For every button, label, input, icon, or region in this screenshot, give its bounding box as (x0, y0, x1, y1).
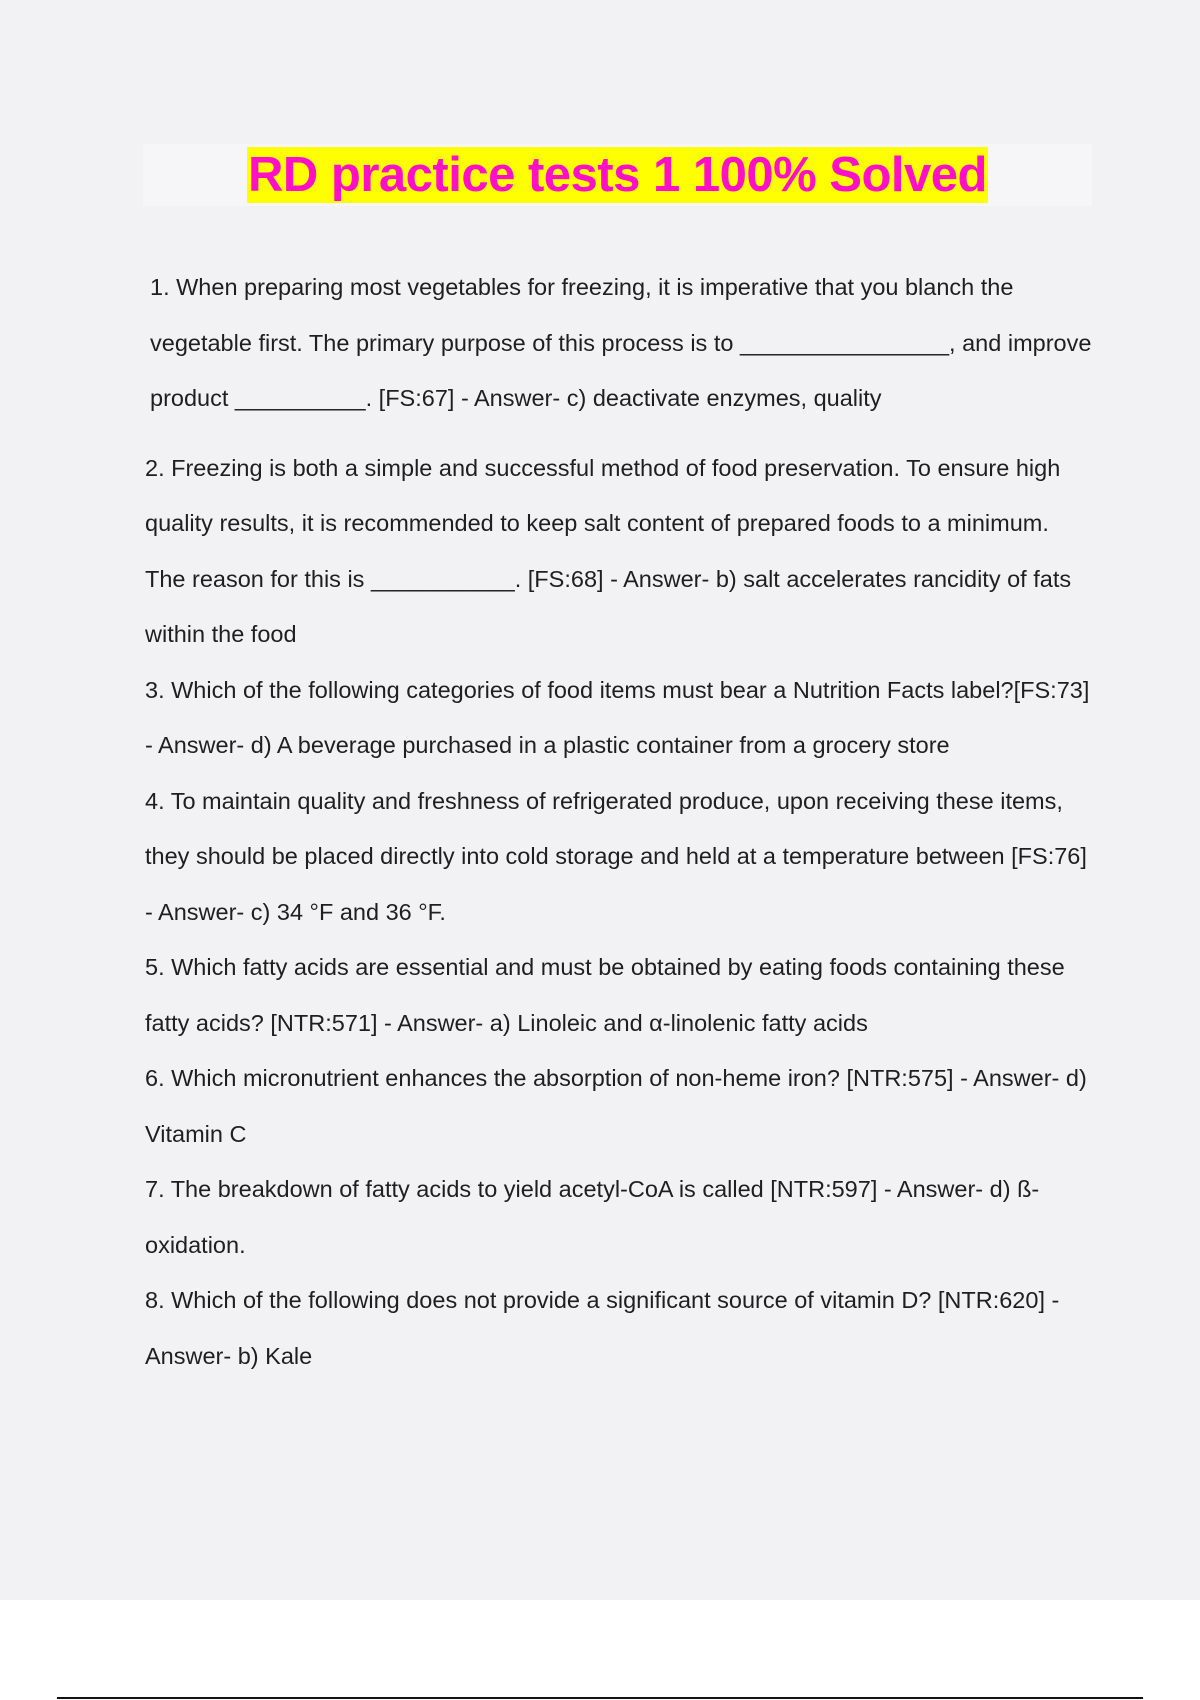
question-item-8: 8. Which of the following does not provide a significant source of vitamin D? [NTR:620] - Answer- b) Kale (145, 1287, 1060, 1369)
question-list (145, 260, 1095, 1384)
footer-divider (57, 1697, 1143, 1699)
question-item-2: 2. Freezing is both a simple and successful method of food preservation. To ensure high quality results, it is recommended to keep salt content of prepared foods to a minimum. The reason for this is ___________. [FS:68] - Answer- b) salt accelerates rancidity of fats within the food (145, 454, 1072, 647)
question-item-3: 3. Which of the following categories of food items must bear a Nutrition Facts label?[FS:73] - Answer- d) A beverage purchased in a plastic container from a grocery store (145, 676, 1090, 758)
question-item-5: 5. Which fatty acids are essential and must be obtained by eating foods containing these fatty acids? [NTR:571] - Answer- a) Linoleic and α-linolenic fatty acids (145, 954, 1065, 1036)
question-item-4: 4. To maintain quality and freshness of refrigerated produce, upon receiving these items, they should be placed directly into cold storage and held at a temperature between [FS:76] - Answer- c) 34 °F and 36 °F. (145, 787, 1087, 925)
title-band (143, 144, 1092, 206)
document-title: RD practice tests 1 100% Solved (248, 148, 987, 202)
question-item-7: 7. The breakdown of fatty acids to yield acetyl-CoA is called [NTR:597] - Answer- d) ß-oxidation. (145, 1176, 1040, 1258)
question-item-6: 6. Which micronutrient enhances the absorption of non-heme iron? [NTR:575] - Answer- d) Vitamin C (145, 1065, 1087, 1147)
question-item-1: 1. When preparing most vegetables for freezing, it is imperative that you blanch the vegetable first. The primary purpose of this process is to ________________, and improve product __________. [FS:67] - Answer- c) deactivate enzymes, quality (150, 274, 1092, 411)
